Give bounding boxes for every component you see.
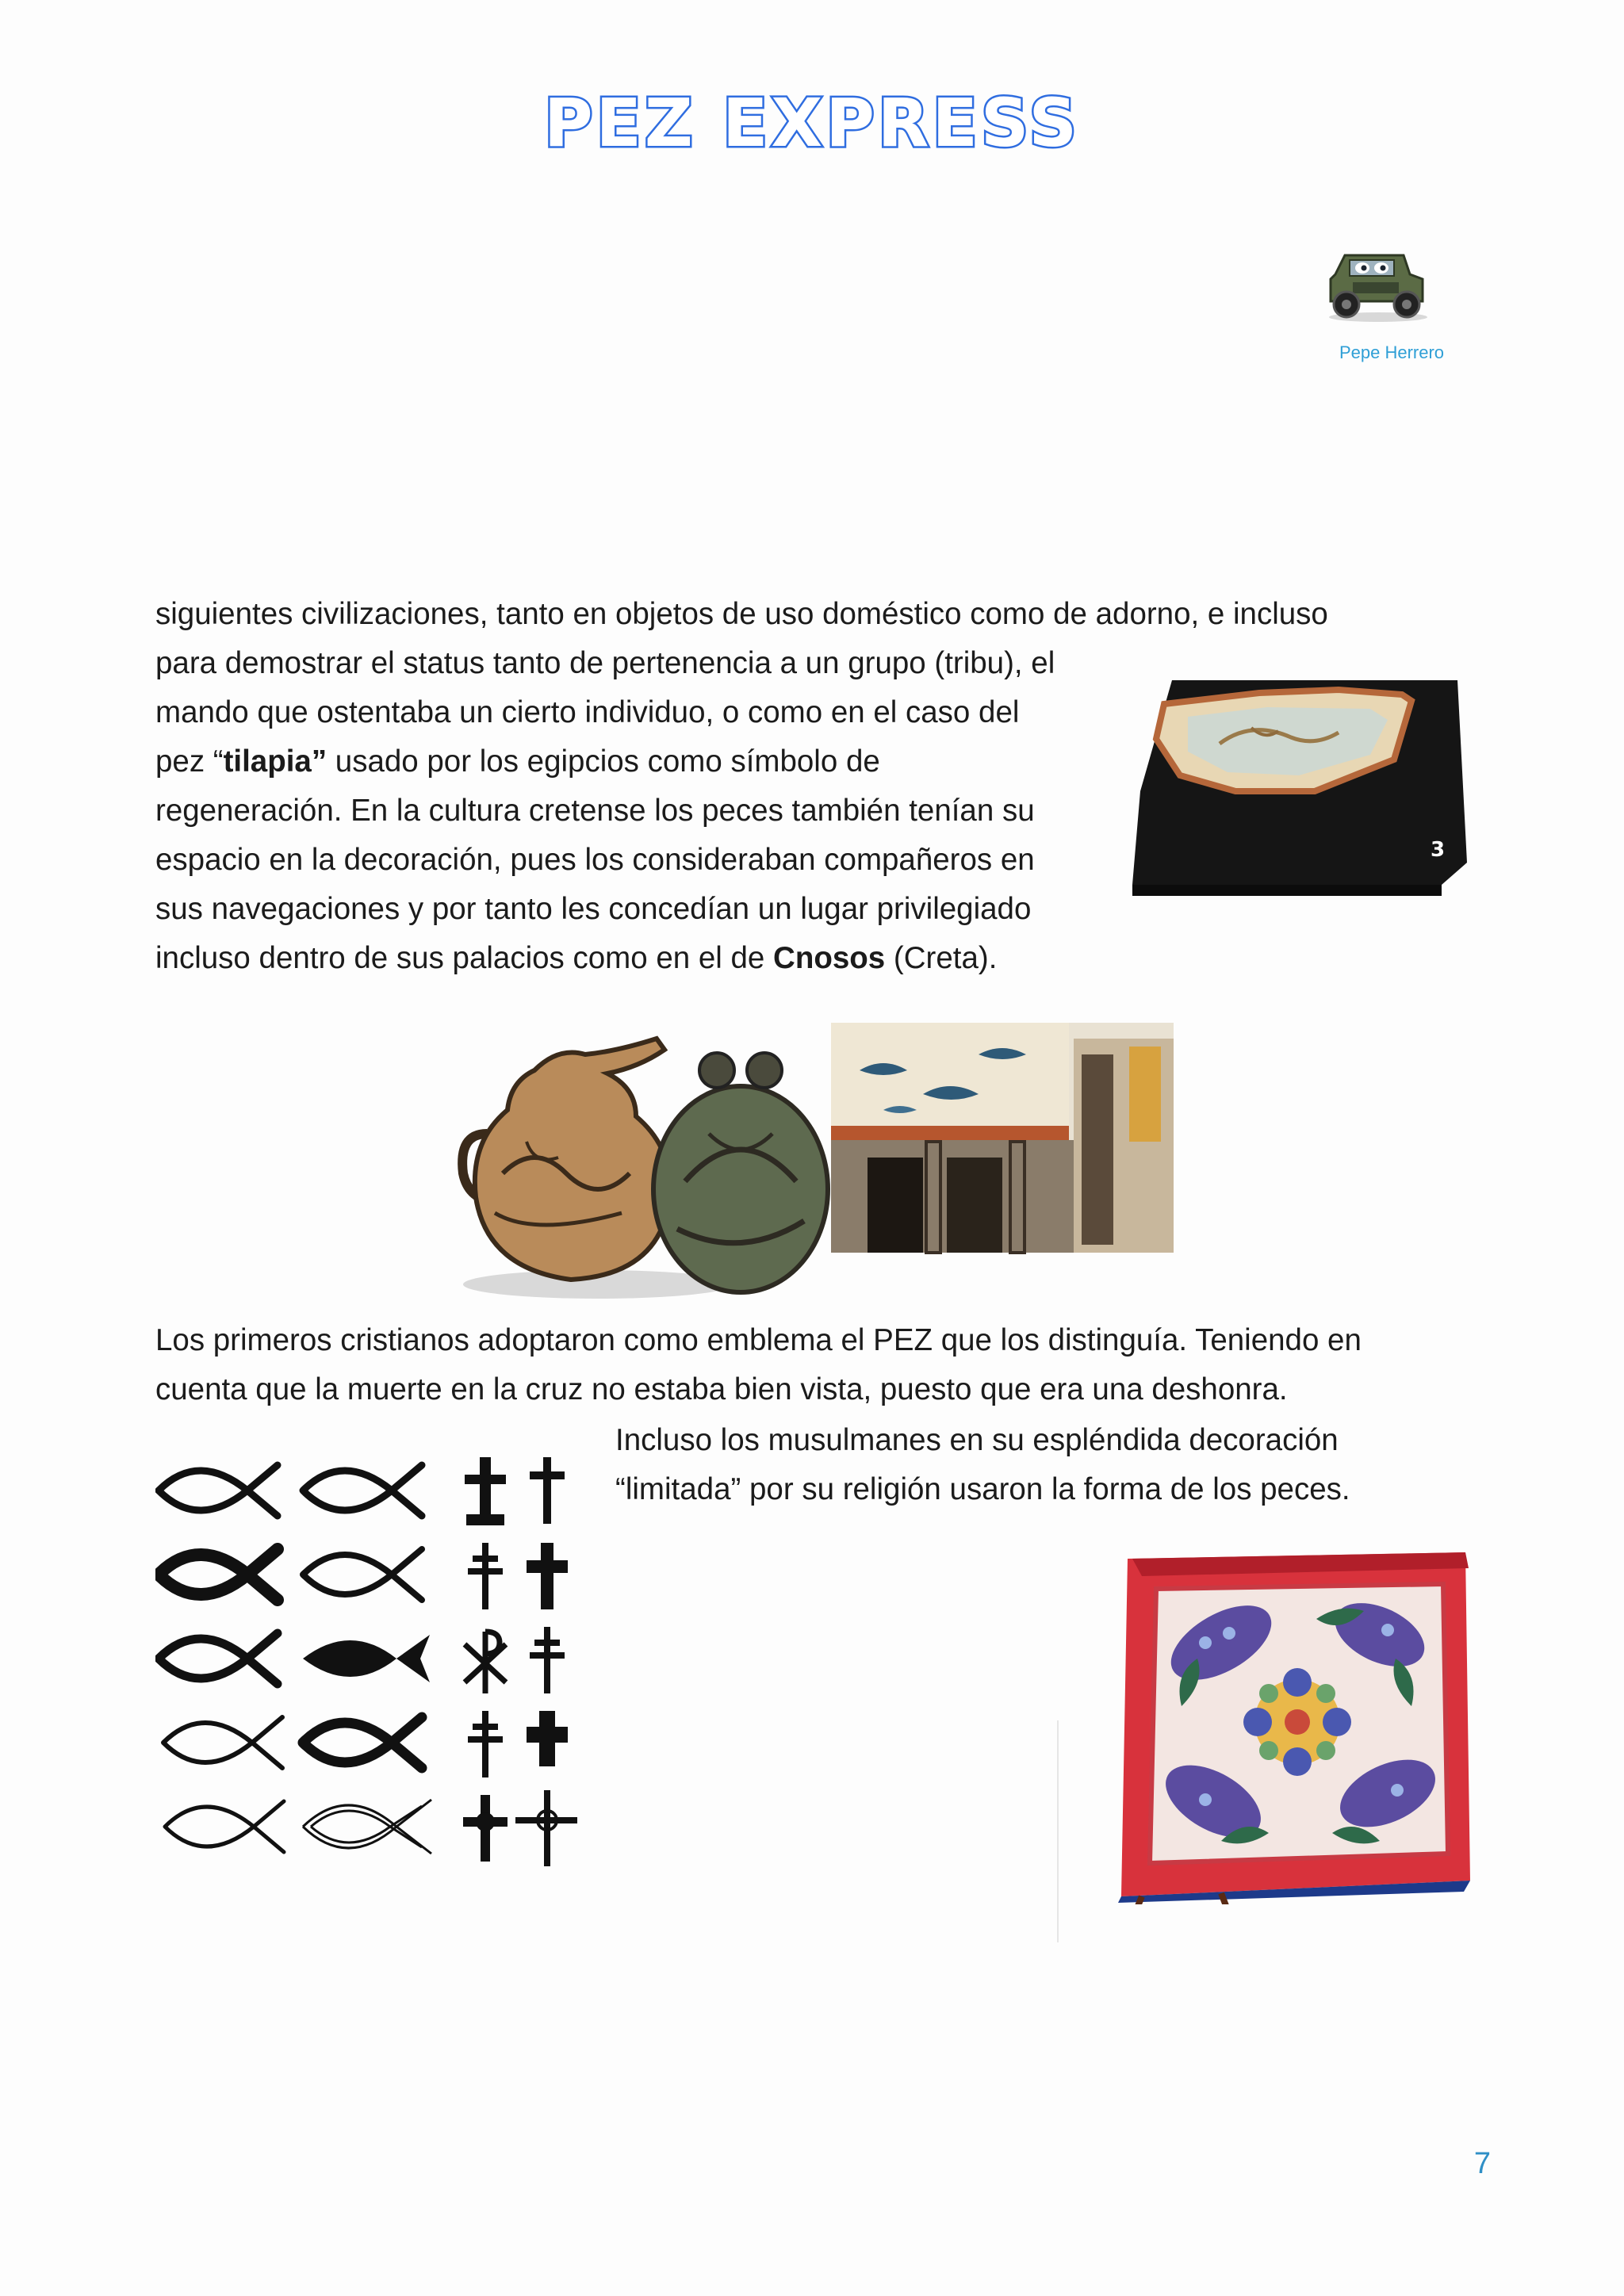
bold-term-cnosos: Cnosos <box>773 941 886 975</box>
author-name: Pepe Herrero <box>1339 342 1445 362</box>
page-number: 7 <box>1473 2147 1491 2180</box>
fragment-label: 3 <box>1431 838 1446 862</box>
divider-line <box>1057 1720 1059 1942</box>
bold-term-tilapia: tilapia” <box>223 744 327 779</box>
paragraph-3-line-1: Incluso los musulmanes en su espléndida decoración <box>615 1423 1339 1457</box>
paragraph-1-line-4 <box>155 737 1139 786</box>
paragraph-2 <box>155 1316 1362 1414</box>
text-span: (Creta). <box>885 941 998 975</box>
paragraph-2-line-1: Los primeros cristianos adoptaron como emblema el PEZ que los distinguía. Teniendo en <box>155 1323 1362 1357</box>
paragraph-1-line-2: para demostrar el status tanto de pertenencia a un grupo (tribu), el <box>155 646 1055 680</box>
text-span: incluso dentro de sus palacios como en el de <box>155 941 774 975</box>
paragraph-1-line-7: sus navegaciones y por tanto les concedían un lugar privilegiado <box>155 892 1032 926</box>
title-text: PEZ EXPRESS <box>543 84 1081 162</box>
text-span: usado por los egipcios como símbolo de <box>327 744 880 779</box>
minoan-art-image <box>439 1023 1174 1300</box>
paragraph-2-line-2: cuenta que la muerte en la cruz no estaba bien vista, puesto que era una deshonra. <box>155 1372 1288 1406</box>
paragraph-1-line-1: siguientes civilizaciones, tanto en objetos de uso doméstico como de adorno, e incluso <box>155 597 1328 631</box>
paragraph-1-line-6: espacio en la decoración, pues los consideraban compañeros en <box>155 843 1035 877</box>
paragraph-3-line-2: “limitada” por su religión usaron la forma de los peces. <box>615 1472 1350 1506</box>
paragraph-1 <box>155 639 1139 983</box>
paragraph-1-line-3: mando que ostentaba un cierto individuo, o como en el caso del <box>155 695 1020 729</box>
fish-tile-image <box>1110 1548 1475 1904</box>
ichthys-cross-symbols-image <box>155 1457 577 1871</box>
jeep-logo <box>1321 238 1432 323</box>
paragraph-1-line-5: regeneración. En la cultura cretense los peces también tenían su <box>155 794 1035 828</box>
page-title <box>0 79 1624 166</box>
pottery-fragment-image <box>1132 672 1467 902</box>
paragraph-1-line-8 <box>155 934 1139 983</box>
paragraph-3 <box>615 1416 1350 1514</box>
text-span: pez “ <box>155 744 224 779</box>
